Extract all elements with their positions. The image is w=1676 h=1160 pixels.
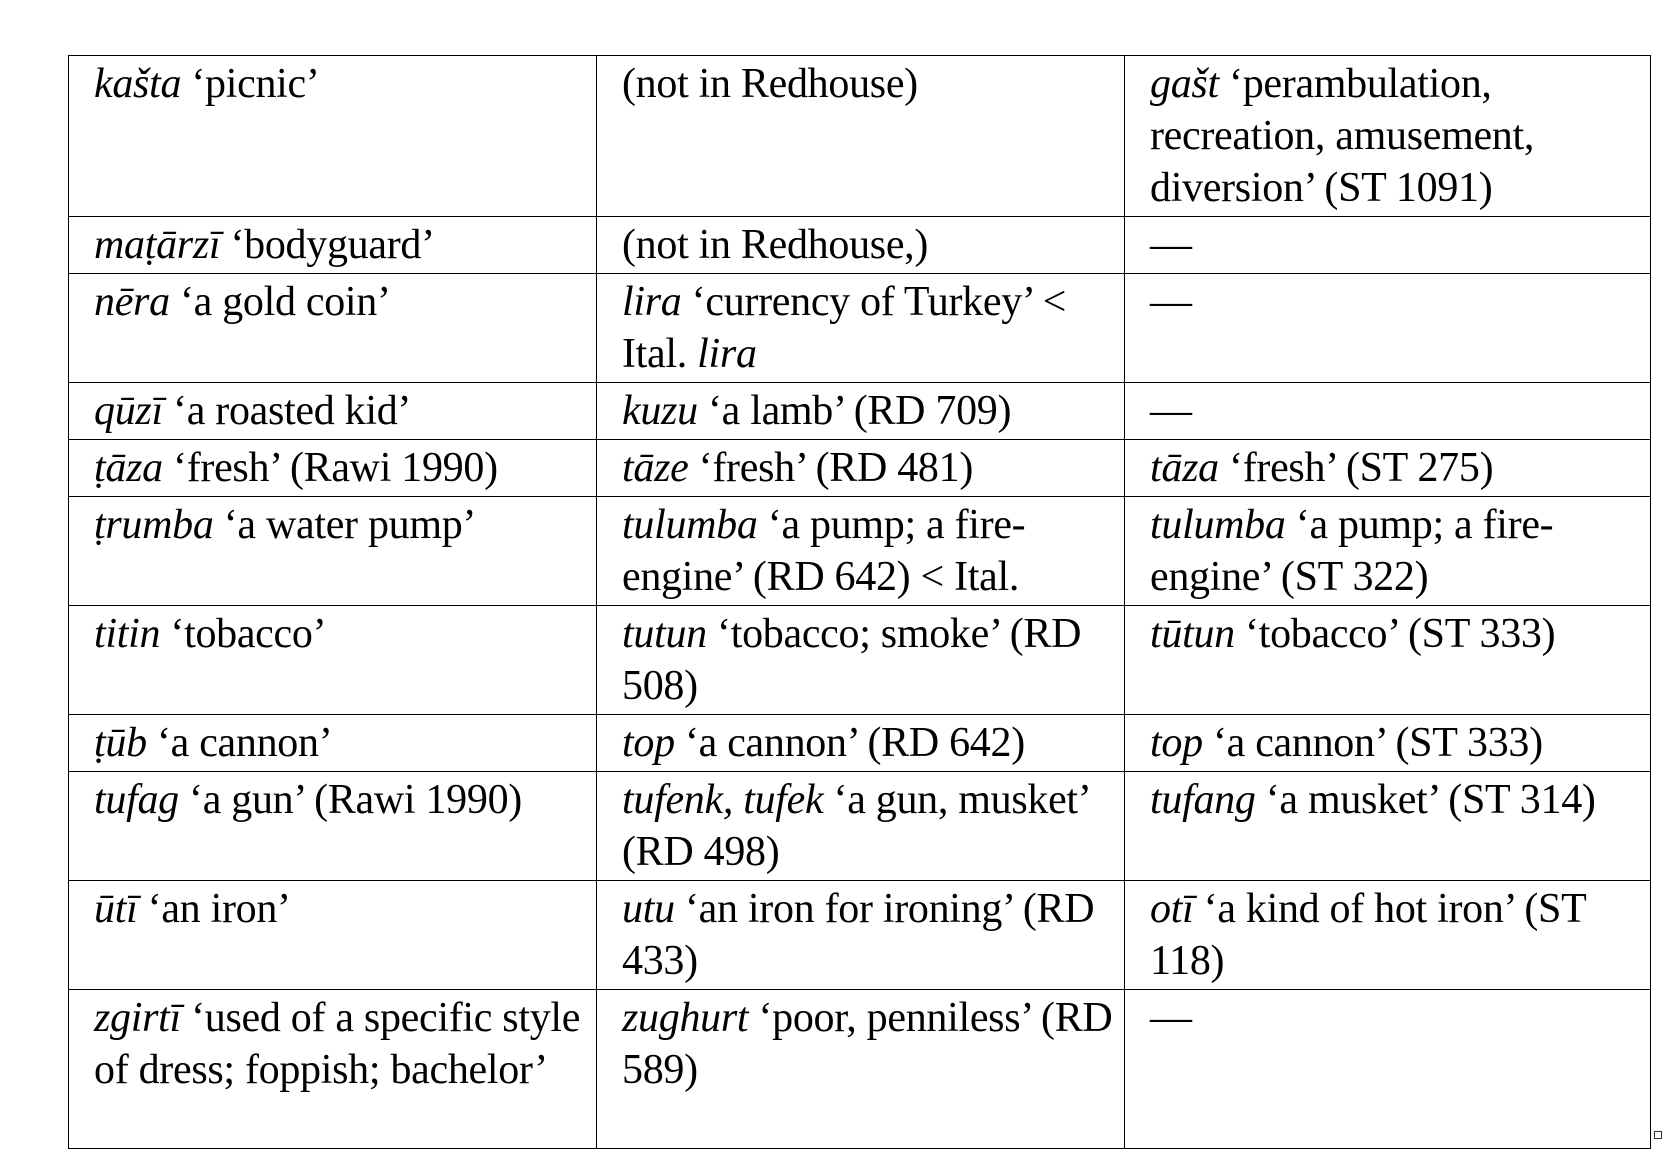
cell-text: ‘bodyguard’	[220, 222, 435, 268]
cell-turkish	[597, 772, 1125, 881]
cell-text: ‘currency of Turkey’ < Ital.	[622, 279, 1067, 377]
cell-persian	[1125, 772, 1651, 881]
cell-dialect	[69, 440, 597, 497]
cell-dialect	[69, 772, 597, 881]
cell-italic: titin	[94, 611, 161, 657]
cell-italic: tufang	[1150, 777, 1256, 823]
table-row	[69, 56, 1651, 217]
cell-text: ‘picnic’	[181, 61, 320, 107]
table-row	[69, 772, 1651, 881]
cell-text: —	[1150, 279, 1192, 325]
cell-turkish	[597, 440, 1125, 497]
cell-text: ‘a gun, musket’ (RD 498)	[622, 777, 1089, 875]
cell-text: ‘fresh’ (ST 275)	[1218, 445, 1494, 491]
cell-text: ‘an iron’	[137, 886, 291, 932]
cell-text: ‘a cannon’ (RD 642)	[674, 720, 1025, 766]
cell-italic: utu	[622, 886, 675, 932]
cell-turkish	[597, 990, 1125, 1149]
cell-text: —	[1150, 388, 1192, 434]
cell-persian	[1125, 881, 1651, 990]
cell-persian	[1125, 217, 1651, 274]
cell-turkish	[597, 274, 1125, 383]
cell-italic: top	[1150, 720, 1203, 766]
cell-dialect	[69, 217, 597, 274]
cell-text: ‘a roasted kid’	[162, 388, 412, 434]
cell-dialect	[69, 606, 597, 715]
cell-text: ‘poor, penniless’ (RD 589)	[622, 995, 1113, 1093]
cell-italic: otī	[1150, 886, 1194, 932]
table-row	[69, 383, 1651, 440]
cell-dialect	[69, 383, 597, 440]
cell-text: ‘a water pump’	[213, 502, 477, 548]
cell-dialect	[69, 56, 597, 217]
cell-text: ‘a pump; a fire-engine’ (RD 642) < Ital.	[622, 502, 1026, 600]
cell-text: ‘fresh’ (RD 481)	[688, 445, 974, 491]
cell-italic: ṭrumba	[94, 502, 214, 548]
table-row	[69, 606, 1651, 715]
cell-dialect	[69, 990, 597, 1149]
cell-italic: gašt	[1150, 61, 1219, 107]
cell-persian	[1125, 990, 1651, 1149]
cell-italic: nēra	[94, 279, 170, 325]
table-resize-handle[interactable]	[1654, 1131, 1662, 1139]
cell-italic: tāza	[1150, 445, 1219, 491]
cell-text: ‘a pump; a fire-engine’ (ST 322)	[1150, 502, 1554, 600]
cell-turkish	[597, 56, 1125, 217]
cell-italic: ṭūb	[94, 720, 147, 766]
table-row	[69, 497, 1651, 606]
cell-persian	[1125, 274, 1651, 383]
table-row	[69, 990, 1651, 1149]
cell-italic: tulumba	[1150, 502, 1286, 548]
cell-italic: zughurt	[622, 995, 749, 1041]
table-row	[69, 274, 1651, 383]
cell-text: ‘fresh’ (Rawi 1990)	[162, 445, 498, 491]
cell-italic: tūtun	[1150, 611, 1235, 657]
cell-turkish	[597, 881, 1125, 990]
cell-turkish	[597, 715, 1125, 772]
table-row	[69, 217, 1651, 274]
cell-italic: tufenk, tufek	[622, 777, 824, 823]
cell-text: ‘tobacco’	[160, 611, 327, 657]
cell-italic: tāze	[622, 445, 689, 491]
cell-italic: top	[622, 720, 675, 766]
cell-text: —	[1150, 222, 1192, 268]
cell-dialect	[69, 274, 597, 383]
cell-text: ‘tobacco’ (ST 333)	[1234, 611, 1556, 657]
cell-italic: ūtī	[94, 886, 138, 932]
cell-persian	[1125, 497, 1651, 606]
cell-italic: kuzu	[622, 388, 698, 434]
cell-persian	[1125, 56, 1651, 217]
cell-turkish	[597, 606, 1125, 715]
cell-persian	[1125, 715, 1651, 772]
cell-turkish	[597, 497, 1125, 606]
cell-text: ‘used of a specific style of dress; foppish; bachelor’	[94, 995, 581, 1093]
cell-italic: kašta	[94, 61, 182, 107]
cell-italic: tufag	[94, 777, 179, 823]
cell-dialect	[69, 497, 597, 606]
cell-text: —	[1150, 995, 1192, 1041]
cell-italic: tutun	[622, 611, 707, 657]
cell-dialect	[69, 715, 597, 772]
cell-text: ‘a lamb’ (RD 709)	[697, 388, 1012, 434]
table-row	[69, 715, 1651, 772]
cell-text: (not in Redhouse)	[622, 61, 918, 107]
cell-italic: tulumba	[622, 502, 758, 548]
cell-italic: ṭāza	[94, 445, 163, 491]
cell-italic: lira	[697, 331, 757, 377]
cell-persian	[1125, 606, 1651, 715]
cell-italic: lira	[622, 279, 682, 325]
cell-persian	[1125, 383, 1651, 440]
cell-text: ‘a gun’ (Rawi 1990)	[178, 777, 522, 823]
cell-text: ‘a musket’ (ST 314)	[1255, 777, 1596, 823]
cell-italic: zgirtī	[94, 995, 181, 1041]
cell-dialect	[69, 881, 597, 990]
cell-text: ‘a kind of hot iron’ (ST 118)	[1150, 886, 1586, 984]
cell-text: (not in Redhouse,)	[622, 222, 929, 268]
table-row	[69, 881, 1651, 990]
etymology-table	[68, 55, 1651, 1149]
cell-turkish	[597, 383, 1125, 440]
cell-persian	[1125, 440, 1651, 497]
cell-text: ‘a cannon’ (ST 333)	[1202, 720, 1543, 766]
cell-text: ‘a gold coin’	[169, 279, 391, 325]
cell-italic: qūzī	[94, 388, 163, 434]
cell-text: ‘an iron for ironing’ (RD 433)	[622, 886, 1095, 984]
cell-text: ‘perambulation, recreation, amusement, diversion’ (ST 1091)	[1150, 61, 1535, 211]
cell-text: ‘a cannon’	[146, 720, 333, 766]
table-row	[69, 440, 1651, 497]
cell-italic: maṭārzī	[94, 222, 221, 268]
cell-text: ‘tobacco; smoke’ (RD 508)	[622, 611, 1082, 709]
cell-turkish	[597, 217, 1125, 274]
